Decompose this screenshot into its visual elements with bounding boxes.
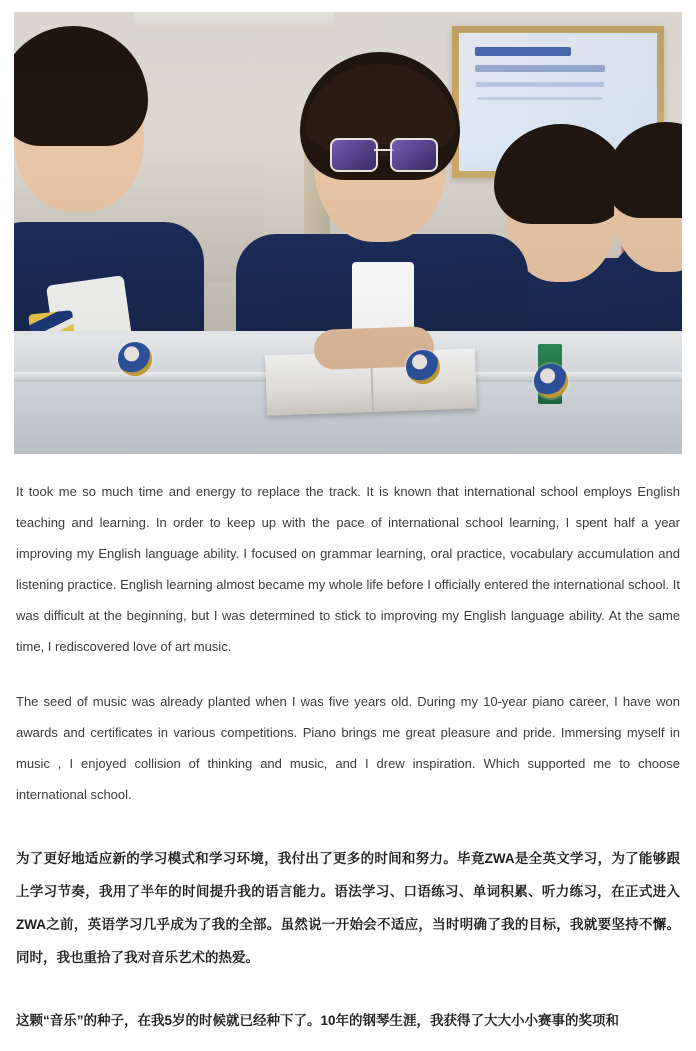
classroom-photo [14,12,682,454]
paragraph-zh-2: 这颗“音乐”的种子，在我5岁的时候就已经种下了。10年的钢琴生涯，我获得了大大小小赛事的奖项和 [16,1013,620,1028]
article-hero-image [14,12,682,454]
school-crest-center [406,350,440,384]
paragraph-en-1: It took me so much time and energy to replace the track. It is known that international school employs English teaching and learning. In order to keep up with the pace of international school learning, I spent half a year improving my English language ability. I focused on grammar learning, oral practice, vocabulary accumulation and listening practice. English learning almost became my whole life before I officially entered the international school. It was difficult at the beginning, but I was determined to stick to improving my English language ability. At the same time, I rediscovered love of art music. [16,484,680,654]
ceiling-light [134,12,334,32]
paragraph-zh-1: 为了更好地适应新的学习模式和学习环境，我付出了更多的时间和努力。毕竟ZWA是全英文学习，为了能够跟上学习节奏，我用了半年的时间提升我的语言能力。语法学习、口语练习、单词积累、听力练习，在正式进入ZWA之前，英语学习几乎成为了我的全部。虽然说一开始会不适应，当时明确了我的目标，我就要坚持不懈。同时，我也重拾了我对音乐艺术的热爱。 [16,851,680,965]
eyeglass-lens-left [330,138,378,172]
paragraph-en-2: The seed of music was already planted when I was five years old. During my 10-year piano career, I have won awards and certificates in various competitions. Piano brings me great pleasure and pride. Immersing myself in music , I enjoyed collision of thinking and music, and I drew inspiration. Which supported me to choose international school. [16,694,680,802]
eyeglass-lens-right [390,138,438,172]
school-crest-right [534,364,568,398]
eyeglasses [330,138,438,168]
article-body [14,476,682,1037]
school-crest-left [118,342,152,376]
